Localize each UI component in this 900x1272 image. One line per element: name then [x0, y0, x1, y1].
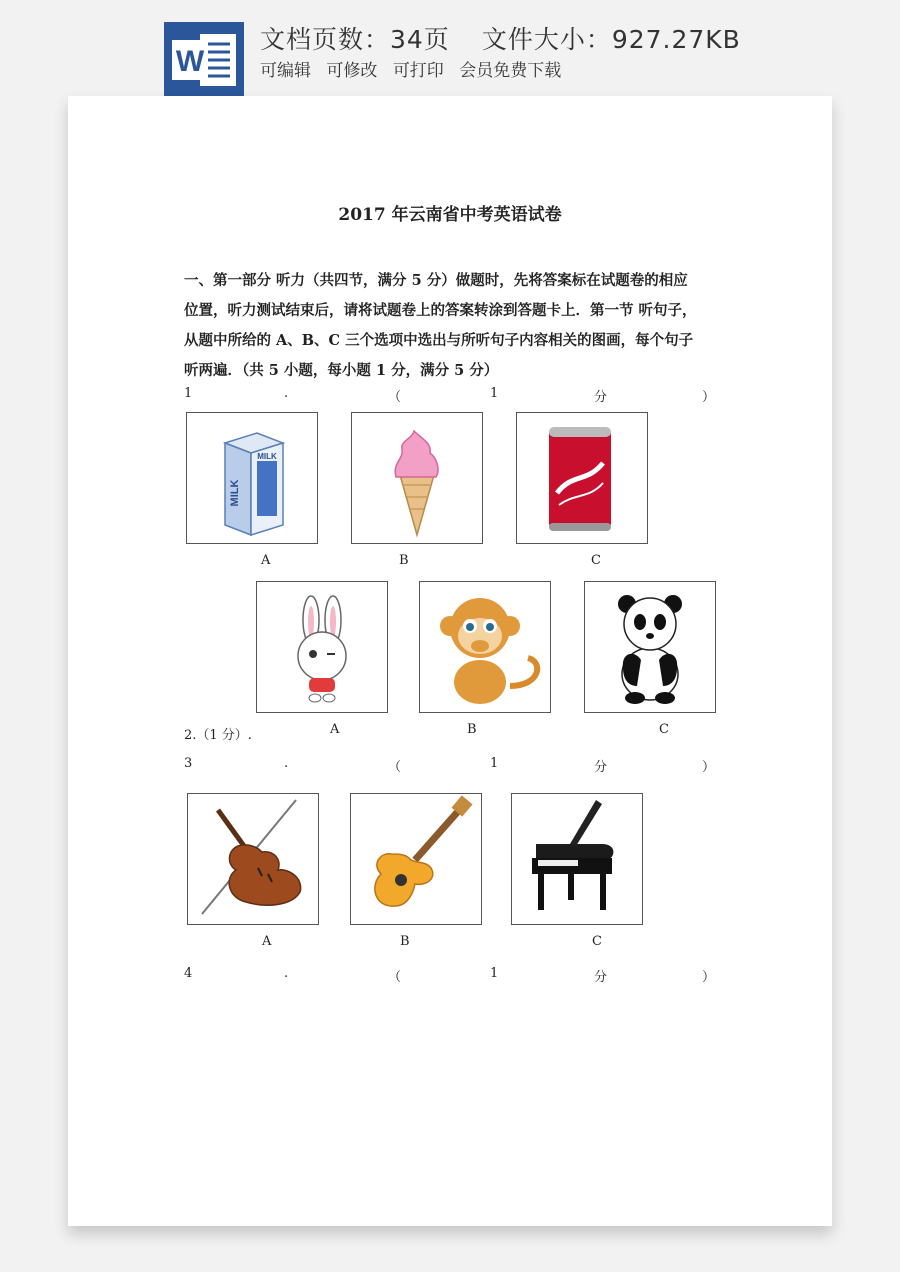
question-3-line: [184, 756, 714, 774]
q-paren-close: ）: [702, 970, 716, 985]
intro-line: 听两遍．（共 5 小题，每小题 1 分，满分 5 分）: [184, 362, 499, 379]
option-label-b: B: [467, 722, 477, 737]
word-document-icon: [164, 22, 244, 96]
q-score: 1: [490, 756, 499, 771]
option-image-guitar: [350, 793, 482, 925]
option-image-violin: [187, 793, 319, 925]
q-paren-open: （: [388, 760, 402, 775]
feature-editable: 可编辑: [260, 61, 311, 81]
q-dot: .: [284, 966, 289, 981]
document-title: 2017 年云南省中考英语试卷: [338, 205, 562, 225]
option-image-panda: [584, 581, 716, 713]
q-paren-open: （: [388, 970, 402, 985]
q-score: 1: [490, 386, 499, 401]
file-size: 文件大小：927.27KB: [481, 25, 741, 54]
q-score: 1: [490, 966, 499, 981]
svg-text:MILK: MILK: [229, 479, 241, 507]
q-paren-close: ）: [702, 390, 716, 405]
option-image-cola: [516, 412, 648, 544]
doc-features: [260, 56, 571, 81]
svg-text:W: W: [175, 45, 205, 78]
q-unit: 分: [594, 970, 608, 985]
option-label-a: A: [262, 934, 272, 949]
option-image-piano: [511, 793, 643, 925]
option-image-ice-cream: [351, 412, 483, 544]
option-label-c: C: [591, 553, 601, 568]
page-count: 文档页数：34页: [260, 25, 450, 54]
option-image-monkey: [419, 581, 551, 713]
option-label-b: B: [400, 934, 410, 949]
intro-line: 从题中所给的 A、B、C 三个选项中选出与所听句子内容相关的图画，每个句子: [184, 332, 694, 349]
q-dot: .: [284, 756, 289, 771]
q-paren-close: ）: [702, 760, 716, 775]
q-dot: .: [284, 386, 289, 401]
feature-modifiable: 可修改: [326, 61, 378, 81]
option-label-a: A: [261, 553, 271, 568]
q-unit: 分: [594, 760, 608, 775]
question-1-line: [184, 386, 714, 404]
document-page: [68, 96, 832, 1226]
intro-line: 位置，听力测试结束后，请将试题卷上的答案转涂到答题卡上．第一节 听句子，: [184, 302, 697, 319]
option-label-b: B: [399, 553, 409, 568]
feature-printable: 可打印: [392, 61, 444, 81]
question-2-line: 2.（1 分）.: [184, 728, 252, 743]
header: [0, 0, 900, 100]
q-number: 1: [184, 386, 193, 401]
feature-member-download: 会员免费下载: [459, 61, 562, 81]
option-label-c: C: [592, 934, 602, 949]
option-label-c: C: [659, 722, 669, 737]
option-label-a: A: [330, 722, 340, 737]
option-image-rabbit: [256, 581, 388, 713]
q-number: 3: [184, 756, 193, 771]
q-unit: 分: [594, 390, 608, 405]
question-4-line: [184, 966, 714, 984]
intro-line: 一、第一部分 听力（共四节，满分 5 分）做题时，先将答案标在试题卷的相应: [184, 272, 688, 289]
option-image-milk: [186, 412, 318, 544]
q-number: 4: [184, 966, 193, 981]
doc-meta-primary: [260, 20, 773, 56]
svg-text:MILK: MILK: [257, 452, 277, 461]
section-intro: [184, 266, 724, 386]
q-paren-open: （: [388, 390, 402, 405]
